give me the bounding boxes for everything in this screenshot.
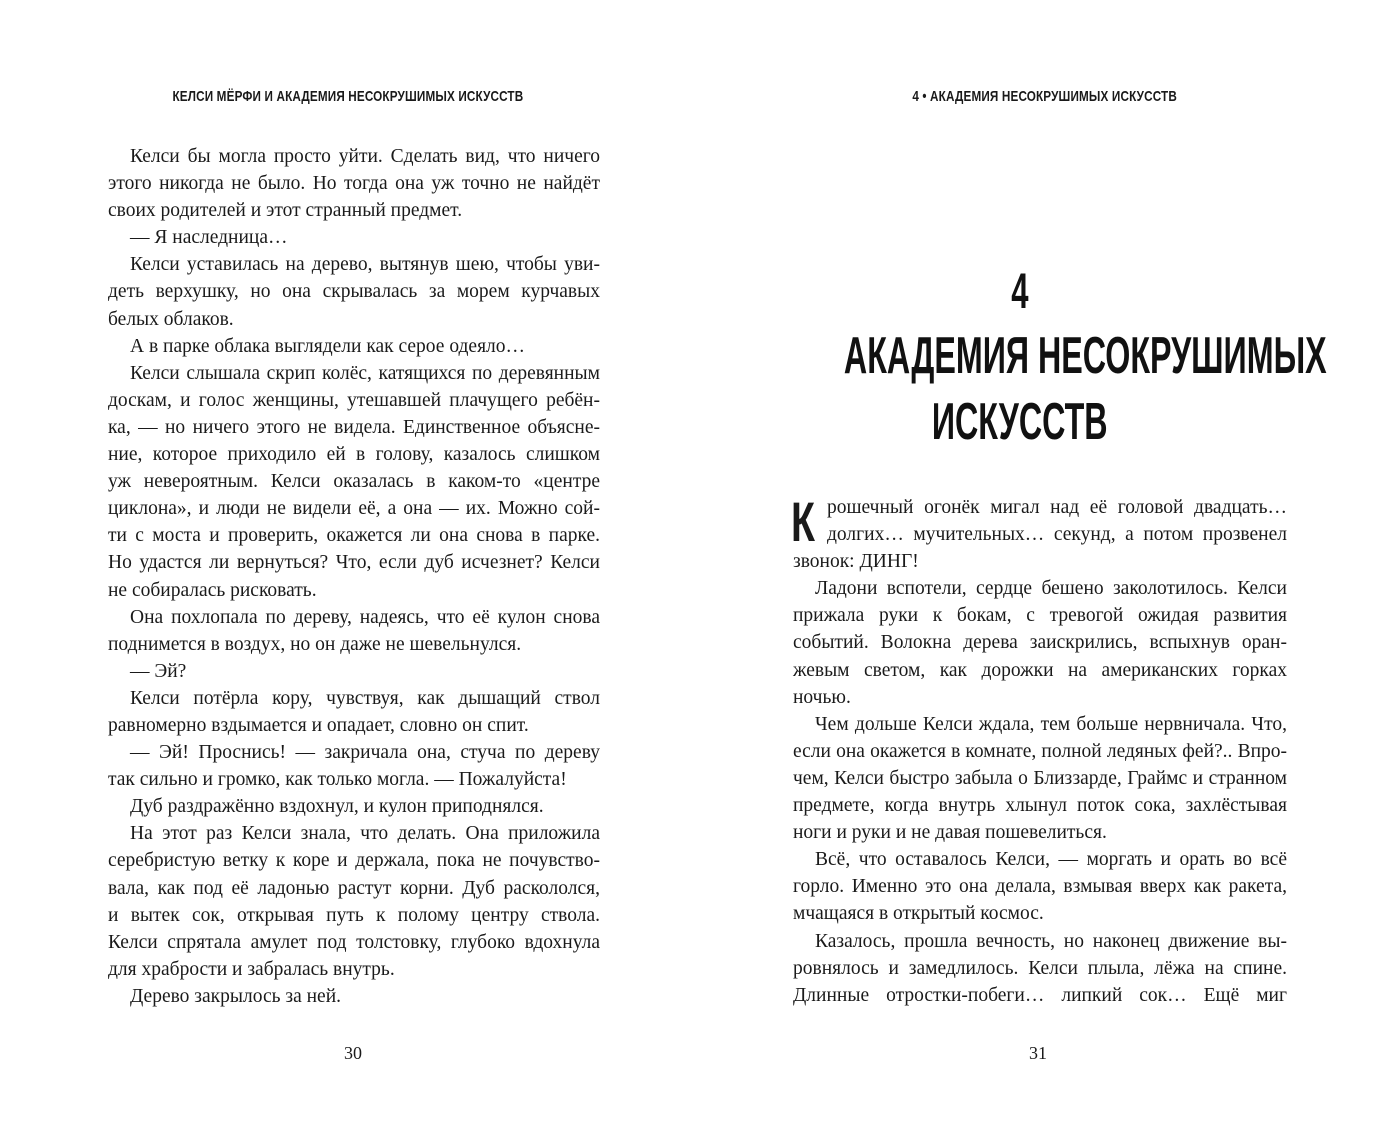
text-line: горло. Именно это она делала, взмывая вверх как ракета, (793, 876, 1287, 898)
chapter-number-text: 4 (1011, 263, 1029, 319)
text-line: так сильно и громко, как только могла. — Пожалуйста! (108, 769, 567, 791)
text-line: циклона», и люди не видели её, а она — их. Можно сой- (108, 498, 600, 520)
text-line: На этот раз Келси знала, что делать. Она приложила (130, 823, 600, 845)
text-line: поднимется в воздух, но он даже не шевельнулся. (108, 633, 522, 655)
text-line: ти с моста и проверить, окажется ли она снова в парке. (108, 525, 600, 547)
text-line: ние, которое приходило ей в голову, казалось слишком (108, 444, 600, 466)
text-line: если она окажется в комнате, полной ледяных фей?.. Впро- (793, 740, 1287, 762)
right-page (696, 0, 1393, 1125)
text-line: вала, как под её ладонью растут корни. Дуб раскололся, (108, 877, 600, 899)
text-line: не собиралась рисковать. (108, 579, 317, 601)
body-text (791, 490, 1287, 1009)
text-line: равномерно вздымается и опадает, словно он спит. (108, 714, 529, 736)
text-line: белых облаков. (108, 308, 234, 330)
text-line: — Я наследница… (130, 227, 288, 249)
text-line: Келси потёрла кору, чувствуя, как дышащий ствол (130, 687, 600, 709)
page-number: 30 (344, 1043, 362, 1063)
chapter-number (696, 262, 1344, 320)
text-line: Чем дольше Келси ждала, тем больше нервничала. Что, (815, 713, 1287, 735)
chapter-title-line: ИСКУССТВ (932, 393, 1108, 451)
text-line: Келси спрятала амулет под толстовку, глубоко вдохнула (108, 931, 600, 953)
text-line: предмете, когда внутрь хлынул поток сока, захлёстывая (793, 795, 1287, 817)
text-line: доскам, и голос женщины, утешавшей плачущего ребён- (108, 389, 600, 411)
text-line: Длинные отростки-побеги… липкий сок… Ещё миг (793, 984, 1287, 1006)
text-line: чем, Келси быстро забыла о Близзарде, Граймс и странном (793, 767, 1287, 789)
text-line: А в парке облака выглядели как серое одеяло… (130, 335, 526, 357)
text-line: Всё, что оставалось Келси, — моргать и орать во всё (815, 849, 1287, 871)
text-line: — Эй! Проснись! — закричала она, стуча по дереву (130, 742, 600, 764)
text-line: ровнялось и замедлилось. Келси плыла, лёжа на спине. (793, 957, 1287, 979)
text-line: рошечный огонёк мигал над её головой двадцать… (827, 497, 1287, 518)
text-line: Но удастся ли вернуться? Что, если дуб исчезнет? Келси (108, 552, 600, 574)
body-text (108, 143, 600, 1010)
text-line: ночью. (793, 686, 851, 708)
text-line: этого никогда не было. Но тогда она уж точно не найдёт (108, 173, 600, 195)
text-line: Дерево закрылось за ней. (130, 985, 342, 1007)
text-line: Дуб раздражённо вздохнул, и кулон приподнялся. (130, 796, 544, 818)
text-line: деть верхушку, но она скрывалась за морем курчавых (108, 281, 600, 303)
text-line: долгих… мучительных… секунд, а потом прозвенел (827, 524, 1287, 546)
text-line: Келси уставилась на дерево, вытянув шею, чтобы уви- (130, 254, 600, 276)
text-line: событий. Волокна дерева заискрились, вспыхнув оран- (793, 632, 1287, 654)
drop-cap-letter: К (791, 490, 815, 553)
chapter-title (696, 392, 1344, 452)
text-line: своих родителей и этот странный предмет. (108, 200, 463, 222)
text-line: мчащаяся в открытый космос. (793, 903, 1044, 925)
chapter-title-line: АКАДЕМИЯ НЕСОКРУШИМЫХ (843, 327, 1327, 385)
text-line: жевым светом, как дорожки на американских горках (793, 659, 1287, 681)
text-line: Ладони вспотели, сердце бешено заколотилось. Келси (815, 578, 1287, 600)
running-head (696, 88, 1393, 105)
text-line: Келси бы могла просто уйти. Сделать вид, что ничего (130, 146, 600, 167)
running-head-text: 4 • АКАДЕМИЯ НЕСОКРУШИМЫХ ИСКУССТВ (912, 88, 1177, 105)
text-line: серебристую ветку к коре и держала, пока не почувство- (108, 850, 600, 872)
chapter-title (696, 326, 1344, 386)
text-line: звонок: ДИНГ! (793, 551, 919, 573)
text-line: для храбрости и забралась внутрь. (108, 958, 395, 980)
text-line: Келси слышала скрип колёс, катящихся по деревянным (130, 362, 600, 384)
text-line: — Эй? (130, 660, 187, 682)
running-head (0, 88, 696, 105)
text-line: ка, — но ничего этого не видела. Единственное объясне- (108, 416, 600, 438)
text-line: Казалось, прошла вечность, но наконец движение вы- (815, 930, 1287, 952)
page-number: 31 (1029, 1043, 1047, 1063)
running-head-text: КЕЛСИ МЁРФИ И АКАДЕМИЯ НЕСОКРУШИМЫХ ИСКУССТВ (172, 88, 524, 105)
text-line: уж невероятным. Келси оказалась в каком-то «центре (108, 471, 600, 493)
text-line: Она похлопала по дереву, надеясь, что её кулон снова (130, 606, 600, 628)
left-page (0, 0, 696, 1125)
drop-cap (791, 490, 825, 553)
text-line: ноги и руки и не давая пошевелиться. (793, 822, 1107, 844)
text-line: и вытек сок, открывая путь к полому центру ствола. (108, 904, 600, 926)
text-line: прижала руки к бокам, с тревогой ожидая развития (793, 605, 1287, 627)
